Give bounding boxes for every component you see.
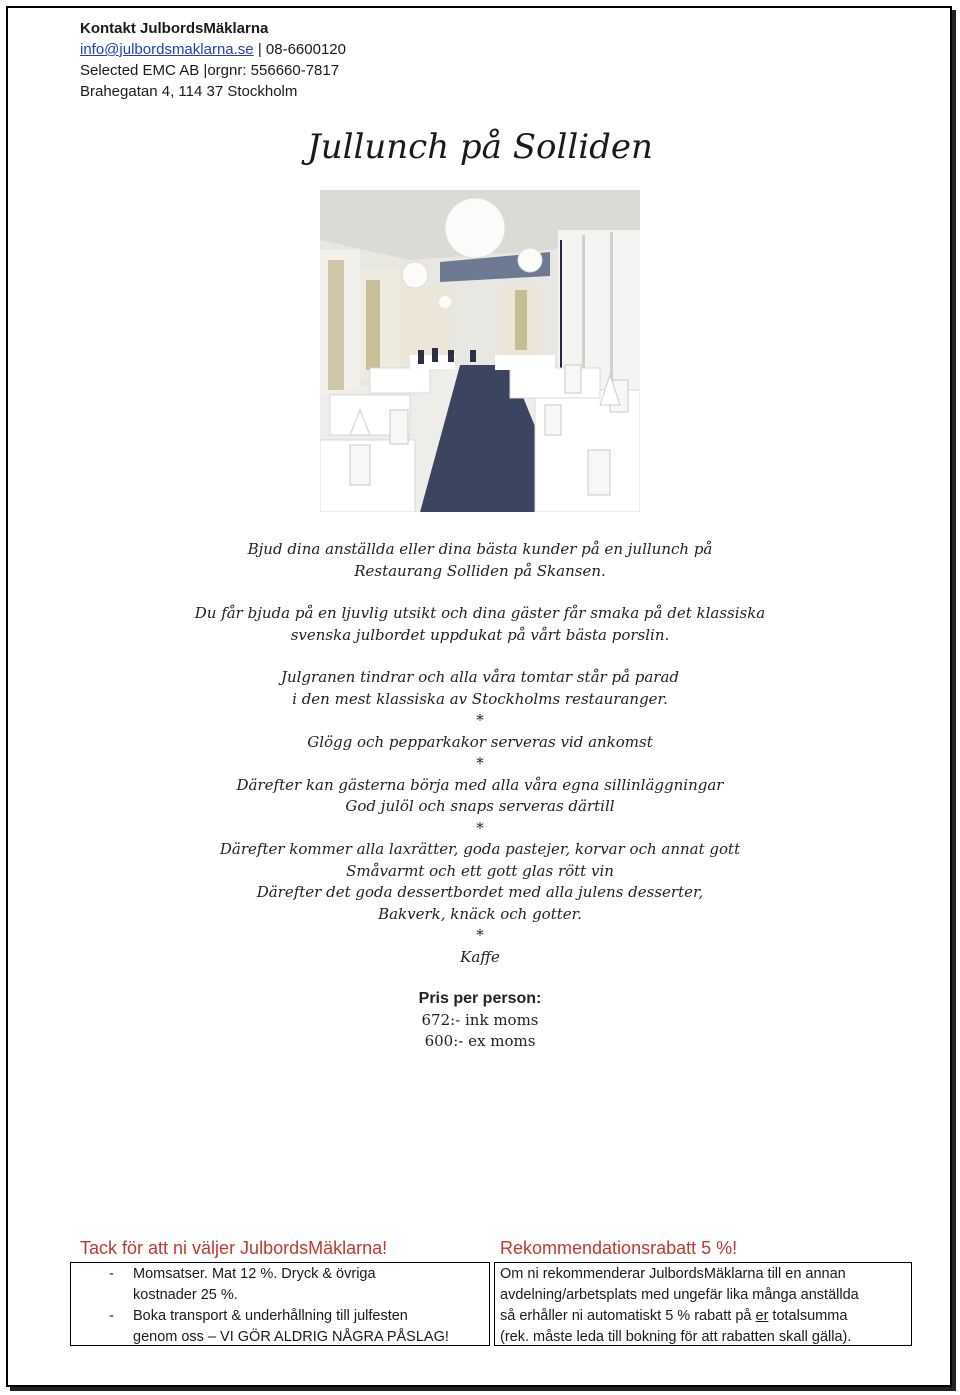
email-phone-line <box>80 39 346 60</box>
intro-paragraph <box>0 539 960 582</box>
info-box-left <box>70 1262 490 1346</box>
price-heading: Pris per person: <box>418 990 542 1007</box>
text-line: Bjud dina anställda eller dina bästa kunder på en jullunch på <box>247 540 713 558</box>
info-list <box>71 1264 489 1348</box>
text-line: i den mest klassiska av Stockholms restauranger. <box>292 689 668 708</box>
text-line: (rek. måste leda till bokning för att rabatten skall gälla). <box>500 1329 852 1345</box>
text-segment: totalsumma <box>768 1308 848 1324</box>
text-line: genom oss – VI GÖR ALDRIG NÅGRA PÅSLAG! <box>133 1329 449 1345</box>
menu-item: Glögg och pepparkakor serveras vid ankomst <box>307 732 653 751</box>
text-line: Om ni rekommenderar JulbordsMäklarna till en annan <box>500 1266 846 1282</box>
menu-item: God julöl och snaps serveras därtill <box>345 797 615 815</box>
menu-list <box>0 710 960 968</box>
org-line <box>80 60 346 81</box>
menu-separator: * <box>476 711 484 729</box>
discount-heading: Rekommendationsrabatt 5 %! <box>500 1238 738 1258</box>
text-line: avdelning/arbetsplats med ungefär lika många anställda <box>500 1287 859 1303</box>
menu-item: Småvarmt och ett gott glas rött vin <box>346 861 614 880</box>
price-incl-vat: 672:- ink moms <box>421 1010 539 1029</box>
text-line: Momsatser. Mat 12 %. Dryck & övriga <box>133 1266 376 1282</box>
text-line: Boka transport & underhållning till julfesten <box>133 1308 408 1324</box>
text-line: Restaurang Solliden på Skansen. <box>354 561 606 580</box>
menu-separator: * <box>476 754 484 772</box>
menu-item: Därefter kan gästerna börja med alla våra egna sillinläggningar <box>236 775 724 794</box>
price-excl-vat: 600:- ex moms <box>424 1032 536 1050</box>
thanks-heading: Tack för att ni väljer JulbordsMäklarna! <box>80 1238 388 1258</box>
bullet-dash: - <box>109 1308 114 1324</box>
org-number: orgnr: 556660-7817 <box>207 62 340 79</box>
text-segment: så erhåller ni automatiskt 5 % rabatt på <box>500 1308 756 1324</box>
view-paragraph <box>0 603 960 646</box>
underlined-word: er <box>755 1308 769 1324</box>
separator: | <box>203 62 208 79</box>
email-link[interactable]: info@julbordsmaklarna.se <box>80 41 254 58</box>
menu-item: Kaffe <box>460 947 500 966</box>
bullet-dash: - <box>109 1266 114 1282</box>
restaurant-interior-image <box>320 190 640 512</box>
menu-item: Därefter det goda dessertbordet med alla julens desserter, <box>256 883 704 901</box>
info-box-right <box>494 1262 912 1346</box>
text-line <box>500 1306 911 1327</box>
text-line: Julgranen tindrar och alla våra tomtar står på parad <box>280 668 680 686</box>
separator: | <box>257 41 266 58</box>
menu-separator: * <box>476 818 484 837</box>
list-item <box>71 1306 489 1348</box>
document-title: Jullunch på Solliden <box>307 126 653 167</box>
price-block <box>0 988 960 1053</box>
menu-separator: * <box>476 926 484 944</box>
text-line: Du får bjuda på en ljuvlig utsikt och dina gäster får smaka på det klassiska <box>194 604 766 622</box>
menu-item: Därefter kommer alla laxrätter, goda pastejer, korvar och annat gott <box>219 840 741 858</box>
contact-block <box>80 18 346 102</box>
restaurant-photo <box>320 190 640 512</box>
menu-item: Bakverk, knäck och gotter. <box>378 904 582 923</box>
text-line: svenska julbordet uppdukat på vårt bästa porslin. <box>290 625 670 644</box>
text-line: kostnader 25 %. <box>133 1287 238 1303</box>
address: Brahegatan 4, 114 37 Stockholm <box>80 83 298 100</box>
company-name: Kontakt JulbordsMäklarna <box>80 20 269 37</box>
tree-paragraph <box>0 667 960 710</box>
phone: 08-6600120 <box>265 41 346 58</box>
org-name: Selected EMC AB <box>80 62 200 79</box>
list-item <box>71 1264 489 1306</box>
